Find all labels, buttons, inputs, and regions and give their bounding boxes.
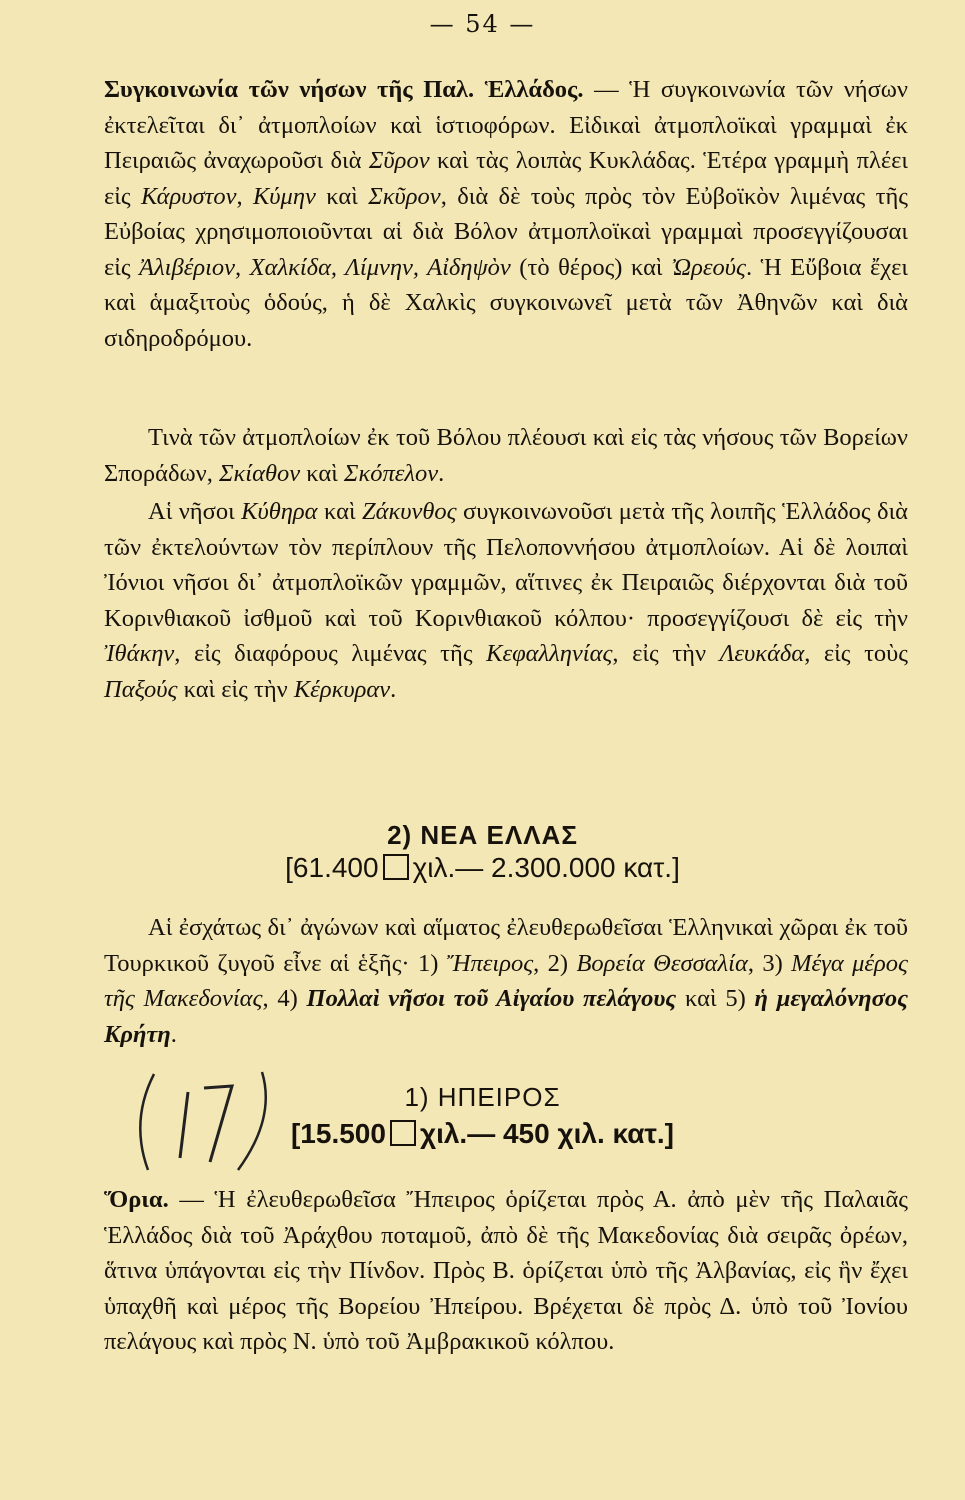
subsection-title-borders: Ὅρια. xyxy=(104,1186,169,1213)
paragraph-island-communication: Συγκοινωνία τῶν νήσων τῆς Παλ. Ἑλλάδος. — Ἡ συγκοινωνία τῶν νήσων ἐκτελεῖται δι᾿ ἀτμοπλοίων καὶ ἱστιοφόρων. Εἰδικαὶ ἀτμοπλοϊκαὶ γραμμαὶ ἐκ Πειραιῶς ἀναχωροῦσι διὰ Σῦρον καὶ τὰς λοιπὰς Κυκλάδας. Ἑτέρα γραμμὴ πλέει εἰς Κάρυστον, Κύμην καὶ Σκῦρον, διὰ δὲ τοὺς πρὸς τὸν Εὐβοϊκὸν λιμένας τῆς Εὐβοίας χρησιμοποιοῦνται αἱ διὰ Βόλον ἀτμοπλοϊκαὶ γραμμαὶ προσεγγίζουσαι εἰς Ἀλιβέριον, Χαλκίδα, Λίμνην, Αἰδηψὸν (τὸ θέρος) καὶ Ὠρεούς. Ἡ Εὔβοια ἔχει καὶ ἁμαξιτοὺς ὁδούς, ἡ δὲ Χαλκὶς συγκοινωνεῖ μετὰ τῶν Ἀθηνῶν καὶ διὰ σιδηροδρόμου. xyxy=(104,76,908,352)
page-number: — 54 — xyxy=(429,10,536,38)
section-title-islands: Συγκοινωνία τῶν νήσων τῆς Παλ. Ἑλλάδος. xyxy=(104,76,584,103)
section-heading-nea-ellas: 2) ΝΕΑ ΕΛΛΑΣ xyxy=(387,820,578,850)
square-symbol-icon xyxy=(383,854,409,880)
paragraph-ionian-islands: Αἱ νῆσοι Κύθηρα καὶ Ζάκυνθος συγκοινωνοῦσι μετὰ τῆς λοιπῆς Ἑλλάδος διὰ τῶν ἐκτελούντων τὸν περίπλουν τῆς Πελοποννήσου ἀτμοπλοίων. Αἱ δὲ λοιπαὶ Ἰόνιοι νῆσοι δι᾿ ἀτμοπλοϊκῶν γραμμῶν, αἵτινες ἐκ Πειραιῶς διέρχονται διὰ τοῦ Κορινθιακοῦ ἰσθμοῦ καὶ τοῦ Κορινθιακοῦ κόλπου· προσεγγίζουσι δὲ εἰς τὴν Ἰθάκην, εἰς διαφόρους λιμένας τῆς Κεφαλληνίας, εἰς τὴν Λευκάδα, εἰς τοὺς Παξούς καὶ εἰς τὴν Κέρκυραν. xyxy=(104,498,908,703)
paragraph-borders-epirus: Ὅρια. — Ἡ ἐλευθερωθεῖσα Ἤπειρος ὁρίζεται πρὸς Α. ἀπὸ μὲν τῆς Παλαιᾶς Ἑλλάδος διὰ τοῦ Ἀράχθου ποταμοῦ, ἀπὸ δὲ τῆς Μακεδονίας διὰ σειρᾶς ὀρέων, ἅτινα ὑπάγονται εἰς τὴν Πίνδον. Πρὸς Β. ὁρίζεται ὑπὸ τῆς Ἀλβανίας, εἰς ἣν ἔχει ὑπαχθῆ καὶ μέρος τῆς Βορείου Ἠπείρου. Βρέχεται δὲ πρὸς Δ. ὑπὸ τοῦ Ἰονίου πελάγους καὶ πρὸς Ν. ὑπὸ τοῦ Ἀμβρακικοῦ κόλπου. xyxy=(104,1186,909,1355)
square-symbol-icon xyxy=(390,1120,416,1146)
section-heading-epirus: 1) ΗΠΕΙΡΟΣ xyxy=(404,1082,561,1112)
stats-nea-ellas: [61.400 χιλ.— 2.300.000 κατ.] xyxy=(285,852,680,883)
paragraph-liberated-lands: Αἱ ἐσχάτως δι᾿ ἀγώνων καὶ αἵματος ἐλευθερωθεῖσαι Ἑλληνικαὶ χῶραι ἐκ τοῦ Τουρκικοῦ ζυγοῦ εἶνε αἱ ἑξῆς· 1) Ἤπειρος, 2) Βορεία Θεσσαλία, 3) Μέγα μέρος τῆς Μακεδονίας, 4) Πολλαὶ νῆσοι τοῦ Αἰγαίου πελάγους καὶ 5) ἡ μεγαλόνησος Κρήτη. xyxy=(104,914,908,1048)
paragraph-sporades: Τινὰ τῶν ἀτμοπλοίων ἐκ τοῦ Βόλου πλέουσι καὶ εἰς τὰς νήσους τῶν Βορείων Σποράδων, Σκίαθον καὶ Σκόπελον. xyxy=(104,424,908,487)
stats-epirus: [15.500 χιλ.— 450 χιλ. κατ.] xyxy=(290,1118,675,1149)
